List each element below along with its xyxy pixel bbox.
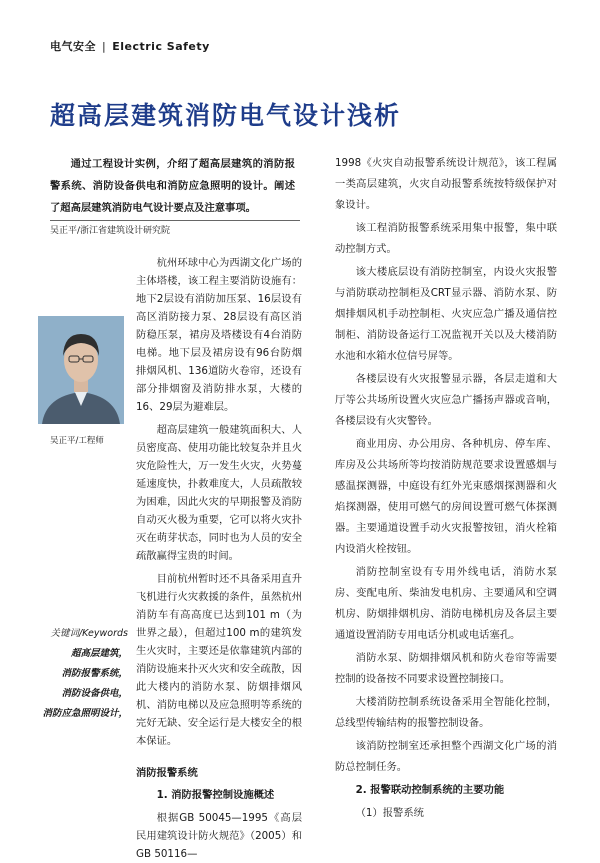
paragraph: 1998《火灾自动报警系统设计规范》，该工程属一类高层建筑，火灾自动报警系统按特级保护对象设计。 bbox=[335, 157, 557, 211]
keywords-label: 关键词/Keywords bbox=[50, 628, 128, 639]
keyword-item: 消防设备供电， bbox=[61, 688, 128, 699]
body-column-1 bbox=[136, 254, 302, 863]
subsection-heading: 1. 消防报警控制设施概述 bbox=[156, 789, 275, 801]
article-title: 超高层建筑消防电气设计浅析 bbox=[50, 101, 402, 130]
paragraph: 商业用房、办公用房、各种机房、停车库、库房及公共场所等均按消防规范要求设置感烟与感温探测器，中庭设有红外光束感烟探测器和火焰探测器，使用可燃气的房间设置可燃气体探测器。主要通道设置手动火灾报警按钮，消火栓箱内设消火栓按钮。 bbox=[335, 438, 557, 555]
paragraph: 杭州环球中心为西湖文化广场的主体塔楼，该工程主要消防设施有：地下2层设有消防加压泵、16层设有高区消防接力泵、28层设有高区消防稳压泵，裙房及塔楼设有4台消防电梯。地下层及裙房设有96台防烟排烟风机、136道防火卷帘，还设有部分排烟窗及消防排水泵，大楼的16、29层为避难层。 bbox=[136, 257, 302, 413]
paragraph: 该大楼底层设有消防控制室，内设火灾报警与消防联动控制柜及CRT显示器、消防水泵、防烟排烟风机手动控制柜、火灾应急广播及通信控制柜、消防设备运行工况监视开关以及大楼消防水池和水箱水位信号屏等。 bbox=[335, 266, 557, 362]
paragraph: 各楼层设有火灾报警显示器，各层走道和大厅等公共场所设置火灾应急广播扬声器或音响，各楼层设有火灾警铃。 bbox=[335, 373, 557, 427]
paragraph: 大楼消防控制系统设备采用全智能化控制，总线型传输结构的报警控制设备。 bbox=[335, 696, 557, 729]
author-affiliation: 吴正平/浙江省建筑设计研究院 bbox=[50, 220, 300, 236]
author-photo bbox=[38, 316, 124, 424]
paragraph: 根据GB 50045—1995《高层民用建筑设计防火规范》（2005）和GB 50116— bbox=[136, 812, 302, 860]
subsubsection-heading: （1）报警系统 bbox=[355, 807, 424, 819]
paragraph: 消防水泵、防烟排烟风机和防火卷帘等需要控制的设备按不同要求设置控制接口。 bbox=[335, 652, 557, 685]
keyword-item: 消防报警系统， bbox=[61, 668, 128, 679]
paragraph: 目前杭州暂时还不具备采用直升飞机进行火灾救援的条件，虽然杭州消防车有高高度已达到101 m（为世界之最），但超过100 m的建筑发生火灾时，主要还是依靠建筑内部的消防设施来扑灭火灾和安全疏散，因此大楼内的消防水泵、防烟排烟风机、消防电梯以及应急照明等系统的完好无缺、安全运行是大楼安全的根本保证。 bbox=[136, 573, 302, 747]
page-header bbox=[50, 38, 210, 54]
abstract: 通过工程设计实例，介绍了超高层建筑的消防报警系统、消防设备供电和消防应急照明的设计。阐述了超高层建筑消防电气设计要点及注意事项。 bbox=[50, 158, 295, 214]
section-name-en: Electric Safety bbox=[112, 40, 210, 53]
section-heading: 消防报警系统 bbox=[136, 767, 198, 779]
paragraph: 消防控制室设有专用外线电话，消防水泵房、变配电所、柴油发电机房、主要通风和空调机房、防烟排烟机房、消防电梯机房及各层主要通道设置消防专用电话分机或电话塞孔。 bbox=[335, 566, 557, 641]
keyword-item: 超高层建筑， bbox=[70, 648, 128, 659]
paragraph: 超高层建筑一般建筑面积大、人员密度高、使用功能比较复杂并且火灾危险性大，万一发生火灾，火势蔓延速度快，扑救难度大，人员疏散较为困难，因此火灾的早期报警及消防自动灭火极为重要，它可以将火灾扑灭在萌芽状态，同时也为人员的安全疏散赢得宝贵的时间。 bbox=[136, 424, 302, 562]
keywords-block bbox=[40, 624, 128, 724]
body-column-2 bbox=[335, 153, 557, 824]
section-name-cn: 电气安全 bbox=[50, 40, 96, 53]
paragraph: 该工程消防报警系统采用集中报警，集中联动控制方式。 bbox=[335, 222, 557, 255]
subsection-heading: 2. 报警联动控制系统的主要功能 bbox=[355, 784, 505, 796]
keyword-item: 消防应急照明设计， bbox=[42, 708, 128, 719]
paragraph: 该消防控制室还承担整个西湖文化广场的消防总控制任务。 bbox=[335, 740, 557, 773]
photo-caption: 吴正平/工程师 bbox=[50, 436, 104, 446]
header-separator: | bbox=[102, 40, 107, 53]
